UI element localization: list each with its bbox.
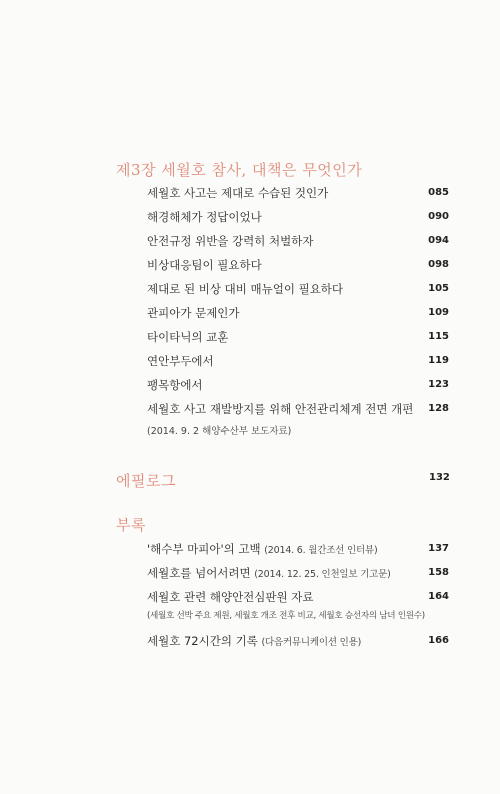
toc-entry-title: 안전규정 위반을 강력히 처벌하자	[147, 234, 314, 248]
toc-row	[147, 588, 449, 606]
toc-page-number: 090	[428, 211, 449, 222]
toc-page-number: 109	[428, 307, 449, 318]
toc-entry-title	[147, 540, 377, 560]
toc-page-number: 137	[428, 543, 449, 554]
toc-row	[147, 352, 449, 370]
toc-row	[147, 304, 449, 322]
appendix-heading: 부록	[116, 516, 146, 534]
toc-entry-title: 세월호 사고는 제대로 수습된 것인가	[147, 186, 329, 200]
toc-entry-title	[147, 632, 361, 652]
toc-entry-title: 타이타닉의 교훈	[147, 330, 229, 344]
toc-entry-note: (2014. 9. 2 해양수산부 보도자료)	[147, 426, 292, 437]
toc-entry-title: 관피아가 문제인가	[147, 306, 240, 320]
toc-row	[147, 540, 449, 558]
toc-entry-title: 제대로 된 비상 대비 매뉴얼이 필요하다	[147, 282, 344, 296]
toc-entry-source: (2014. 12. 25. 인천일보 기고문)	[254, 569, 391, 580]
toc-entry-note: (세월호 선박 주요 제원, 세월호 개조 전후 비교, 세월호 승선자의 남녀 인원수)	[147, 611, 425, 621]
toc-row	[147, 232, 449, 250]
toc-page-number: 128	[428, 403, 449, 414]
toc-row	[147, 208, 449, 226]
epilogue-heading: 에필로그	[116, 472, 176, 490]
toc-page-number: 105	[428, 283, 449, 294]
toc-row	[147, 256, 449, 274]
toc-row	[147, 632, 449, 650]
toc-page-number: 098	[428, 259, 449, 270]
toc-page-number: 094	[428, 235, 449, 246]
toc-entry-title	[147, 588, 314, 606]
toc-entry-title: 팽목항에서	[147, 378, 203, 392]
toc-entry-title: 연안부두에서	[147, 354, 214, 368]
toc-entry-source: (다음커뮤니케이션 인용)	[261, 637, 362, 648]
toc-page-number: 158	[428, 567, 449, 578]
toc-row	[147, 564, 449, 582]
toc-entry-title: 해경해체가 정답이었나	[147, 210, 262, 224]
toc-row	[147, 184, 449, 202]
toc-entry-title: 세월호 사고 재발방지를 위해 안전관리체계 전면 개편	[147, 402, 414, 416]
toc-page-number: 123	[428, 379, 449, 390]
toc-page-number: 119	[428, 355, 449, 366]
toc-row	[147, 328, 449, 346]
toc-entry-main: 세월호를 넘어서려면	[147, 566, 251, 580]
toc-row	[147, 376, 449, 394]
chapter-3-heading: 제3장 세월호 참사, 대책은 무엇인가	[116, 161, 363, 179]
toc-row	[147, 400, 449, 418]
toc-page-number: 115	[428, 331, 449, 342]
toc-entry-title: 비상대응팀이 필요하다	[147, 258, 262, 272]
toc-entry-source: (2014. 6. 월간조선 인터뷰)	[264, 545, 378, 556]
epilogue-page-number: 132	[429, 472, 450, 483]
toc-entry-main: '해수부 마피아'의 고백	[147, 542, 261, 556]
toc-page-number: 164	[428, 591, 449, 602]
toc-page-number: 085	[428, 187, 449, 198]
toc-entry-main: 세월호 72시간의 기록	[147, 634, 258, 648]
toc-row	[147, 280, 449, 298]
toc-entry-title	[147, 564, 391, 584]
toc-entry-main: 세월호 관련 해양안전심판원 자료	[147, 590, 314, 604]
toc-page-number: 166	[428, 635, 449, 646]
